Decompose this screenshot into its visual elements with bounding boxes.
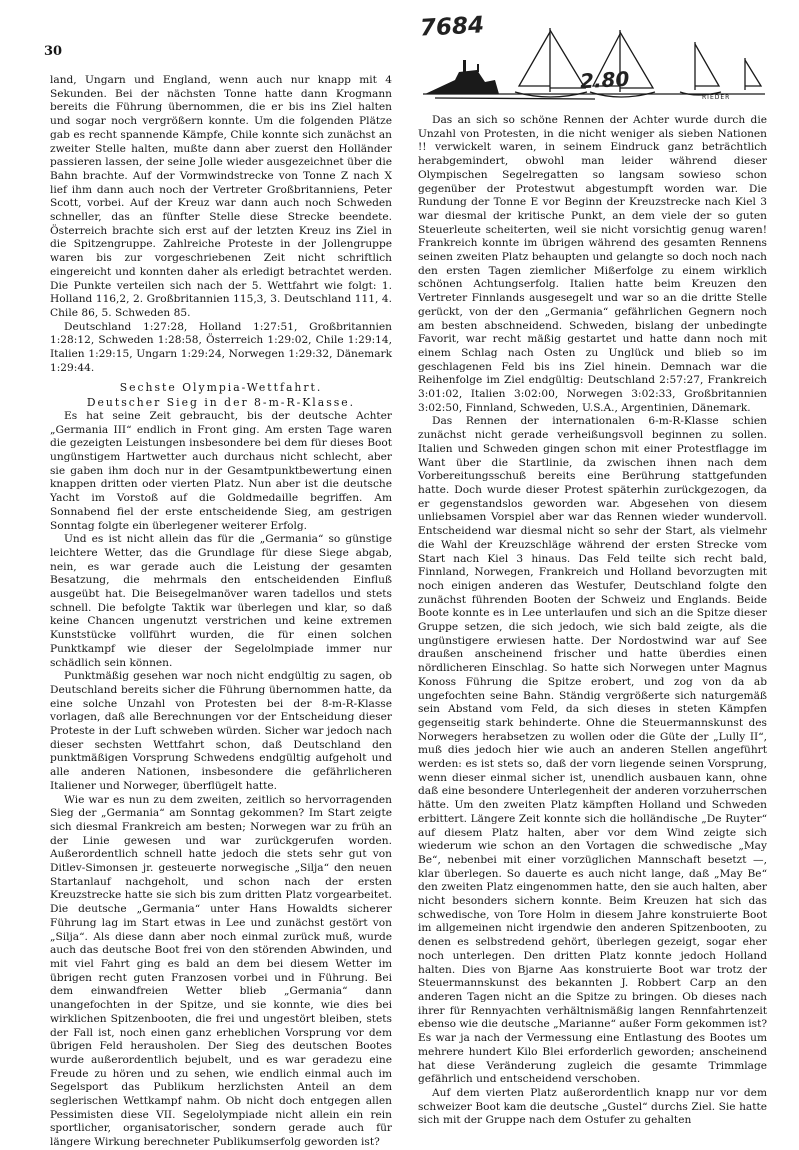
section-heading: Sechste Olympia-Wettfahrt.: [119, 381, 323, 395]
handwritten-number: 7684: [419, 12, 485, 42]
artist-signature: RIEDER: [702, 94, 731, 101]
paragraph: Auf dem vierten Platz außerordentlich knapp nur vor dem schweizer Boot kam die deutsche „Gustel“ durchs Ziel. Sie hatte sich mit der Gruppe nach dem Ostufer zu gehalten: [418, 1086, 767, 1127]
handwritten-price-note: 2.80: [579, 66, 630, 94]
section-subheading: Deutscher Sieg in der 8-m-R-Klasse.: [86, 396, 356, 410]
paragraph: Es hat seine Zeit gebraucht, bis der deutsche Achter „Germania III“ endlich in Front ging. Am ersten Tage waren die gezeigten Leistungen insbesondere bei dem für dieses Boot ungünstigem Hartwetter auch durchaus nicht schlecht, aber sie gaben ihm doch nur in der Gesamtpunktbewertung einen knappen dritten oder vierten Platz. Nun aber ist die deutsche Yacht im Vorstoß auf die Goldmedaille begriffen. Am Sonnabend fiel der erste entscheidende Sieg, am gestrigen Sonntag folgte ein überlegener weiterer Erfolg.: [50, 409, 392, 532]
paragraph: Und es ist nicht allein das für die „Germania“ so günstige leichtere Wetter, das die Grundlage für diese Siege abgab, nein, es war gerade auch die Leistung der gesamten Besatzung, die mehrmals den entscheidenden Einfluß ausgeübt hat. Die Beisegelmanöver waren tadellos und stets schnell. Die befolgte Taktik war überlegen und klar, so daß keine Chancen ungenutzt verstrichen und keine extremen Kunststücke vollführt wurden, die für einen solchen Punktkampf wie dieser der Segelolmpiade immer nur schädlich sein können.: [50, 533, 392, 669]
paragraph: Das an sich so schöne Rennen der Achter wurde durch die Unzahl von Protesten, in die nicht weniger als sieben Nationen !! verwickelt waren, in seinem Eindruck ganz beträchtlich herabgemindert, obwohl man leider während dieser Olympischen Segelregatten so langsam sowieso schon gegenüber der Protestwut abgestumpft worden war. Die Rundung der Tonne E vor Beginn der Kreuzstrecke nach Kiel 3 war diesmal der kritische Punkt, an dem viele der so guten Steuerleute scheiterten, weil sie nicht vorsichtig genug waren! Frankreich konnte im übrigen während des gesamten Rennens seinen zweiten Platz behaupten und gelangte so doch noch nach den ersten Tagen ziemlicher Mißerfolge zu einem wirklich schönen Achtungserfolg. Italien hatte beim Kreuzen den Vertreter Finnlands ausgesegelt und war so an die dritte Stelle gerückt, von der den „Germania“ gefährlichen Gegnern noch am besten abschneidend. Schweden, bislang der unbedingte Favorit, war recht mäßig gestartet und hatte dann noch mit einem Schlag nach Osten zu Unglück und blieb so im geschlagenen Feld bis ins Ziel hinein. Demnach war die Reihenfolge im Ziel endgültig: Deutschland 2:57:27, Frankreich 3:01:02, Italien 3:02:00, Norwegen 3:02:33, Großbritannien 3:02:50, Finnland, Schweden, U.S.A., Argentinien, Dänemark.: [418, 114, 767, 414]
paragraph: Punktmäßig gesehen war noch nicht endgültig zu sagen, ob Deutschland bereits sicher die Führung übernommen hatte, da eine solche Unzahl von Protesten bei der 8-m-R-Klasse vorlagen, daß alle Berechnungen vor der Entscheidung dieser Proteste in der Luft schweben würden. Sicher war jedoch nach dieser sechsten Wettfahrt schon, daß Deutschland den punktmäßigen Vorsprung Schwedens endgültig aufgeholt und alle anderen Nationen, insbesondere die gefährlicheren Italiener und Norweger, überflügelt hatte.: [50, 670, 392, 792]
paragraph: Das Rennen der internationalen 6-m-R-Klasse schien zunächst nicht gerade verheißungsvoll beginnen zu sollen. Italien und Schweden gingen schon mit einer Protestflagge im Want über die Startlinie, da zwischen ihnen nach dem Vorbereitungsschuß bereits eine Berührung stattgefunden hatte. Doch wurde dieser Protest späterhin zurückgezogen, da er gegenstandslos geworden war. Abgesehen von diesem unliebsamen Vorspiel aber war das Rennen wieder wundervoll. Entscheidend war diesmal nicht so sehr der Start, als vielmehr die Wahl der Kreuzschläge während der ersten Strecke vom Start nach Kiel 3 hinaus. Das Feld teilte sich recht bald, Finnland, Norwegen, Frankreich und Holland bevorzugten mit noch einigen anderen das Westufer, Deutschland folgte den zunächst führenden Booten der Schweiz und Englands. Beide Boote konnte es in Lee unterlaufen und sich an die Spitze dieser Gruppe setzen, die sich jedoch, wie sich bald zeigte, als die ungünstigere erwiesen hatte. Der Nordostwind war auf See draußen anscheinend frischer und hatte überdies einen nördlicheren Einschlag. So hatte sich Norwegen unter Magnus Konoss Führung die Spitze erobert, und zog von da ab ungefochten seine Bahn. Ständig vergrößerte sich naturgemäß sein Abstand vom Feld, da sich dieses in steten Kämpfen gegenseitig stark behinderte. Ohne die Steuermannskunst des Norwegers herabsetzen zu wollen oder die Güte der „Lully II“, muß dies jedoch hier wie auch an anderen Stellen angeführt werden: es ist stets so, daß der vorn liegende seinen Vorsprung, wenn dieser einmal sicher ist, unendlich ausbauen kann, ohne daß eine besondere Unterlegenheit der anderen vorzuherrschen hätte. Um den zweiten Platz kämpften Holland und Schweden erbittert. Längere Zeit konnte sich die holländische „De Ruyter“ auf diesem Platz halten, aber vor dem Wind zeigte sich wiederum wie schon an den Vortagen die schwedische „May Be“, nebenbei mit einer vorzüglichen Mannschaft besetzt —, klar überlegen. So dauerte es auch nicht lange, daß „May Be“ den zweiten Platz eingenommen hatte, den sie auch halten, aber nicht besonders sichern konnte. Beim Kreuzen hat sich das schwedische, von Tore Holm in diesem Jahre konstruierte Boot im allgemeinen nicht irgendwie den anderen Spitzenbooten, zu denen es selbstredend gehört, überlegen gezeigt, sogar eher noch unterlegen. Den dritten Platz konnte jedoch Holland halten. Dies von Bjarne Aas konstruierte Boot war trotz der Steuermannskunst des bekannten J. Robbert Carp an den anderen Tagen nicht an die Spitze zu bringen. Ob dieses nach ihrer für Rennyachten verhältnismäßig langen Rennfahrtenzeit ebenso wie die deutsche „Marianne“ außer Form gekommen ist? Es war ja nach der Vermessung eine Entlastung des Bootes um mehrere hundert Kilo Blei erforderlich geworden; anscheinend hat diese Veränderung zugleich die gesamte Trimmlage gefährlich und entscheidend verschoben.: [418, 415, 768, 1086]
paragraph: Deutschland 1:27:28, Holland 1:27:51, Großbritannien 1:28:12, Schweden 1:28:58, Österreich 1:29:02, Chile 1:29:14, Italien 1:29:15, Ungarn 1:29:24, Norwegen 1:29:32, Dänemark 1:29:44.: [50, 320, 392, 374]
left-column: [50, 74, 392, 1150]
paragraph: land, Ungarn und England, wenn auch nur knapp mit 4 Sekunden. Bei der nächsten Tonne hatte dann Krogmann bereits die Führung übernommen, die er bis ins Ziel halten und sogar noch vergrößern konnte. Um die folgenden Plätze gab es recht spannende Kämpfe, Chile konnte sich zunächst an zweiter Stelle halten, mußte dann aber zuerst den Holländer passieren lassen, der seine Jolle wieder ausgezeichnet über die Bahn brachte. Auf der Vormwindstrecke von Tonne Z nach X lief ihm dann auch noch der Vertreter Großbritanniens, Peter Scott, vorbei. Auf der Kreuz war dann auch noch Schweden schneller, das an fünfter Stelle diese Strecke beendete. Österreich brachte sich erst auf der letzten Kreuz ins Ziel in die Spitzengruppe. Zahlreiche Proteste in der Jollengruppe waren bis zur vorgeschriebenen Zeit nicht schriftlich eingereicht und konnten daher als erledigt betrachtet werden. Die Punkte verteilen sich nach der 5. Wettfahrt wie folgt: 1. Holland 116,2, 2. Großbritannien 115,3, 3. Deutschland 111, 4. Chile 86, 5. Schweden 85.: [50, 74, 392, 319]
right-column: [418, 114, 767, 1128]
paragraph: Wie war es nun zu dem zweiten, zeitlich so hervorragenden Sieg der „Germania“ am Sonntag gekommen? Im Start zeigte sich diesmal Frankreich am besten; Norwegen war zu früh an der Linie gewesen und war zurückgerufen worden. Außerordentlich schnell hatte jedoch die stets sehr gut von Ditlev-Simonsen jr. gesteuerte norwegische „Silja“ den neuen Startanlauf nachgeholt, und schon nach der ersten Kreuzstrecke hatte sie sich bis zum dritten Platz vorgearbeitet. Die deutsche „Germania“ unter Hans Howaldts sicherer Führung lag im Start etwas in Lee und zunächst gestört von „Silja“. Als diese dann aber noch einmal zurück muß, wurde auch das deutsche Boot frei von den störenden Abwinden, und mit viel Fahrt ging es bald an dem bei diesem Wetter im übrigen recht guten Franzosen vorbei und in Führung. Bei dem einwandfreien Wetter blieb „Germania“ dann unangefochten in der Spitze, und sie konnte, wie dies bei wirklichen Spitzenbooten, die frei und ungestört bleiben, stets der Fall ist, noch einen ganz erheblichen Vorsprung vor dem übrigen Feld herausholen. Der Sieg des deutschen Bootes wurde außerordentlich bejubelt, und es war geradezu eine Freude zu hören und zu sehen, wie endlich einmal auch im Segelsport das Publikum herzlichsten Anteil an dem seglerischen Wettkampf nahm. Ob nicht doch entgegen allen Pessimisten diese VII. Segelolympiade nicht allein ein rein sportlicher, organisatorischer, sondern gerade auch für längere Wirkung berechneter Publikumserfolg geworden ist?: [50, 793, 392, 1149]
page-number: 30: [44, 44, 63, 59]
